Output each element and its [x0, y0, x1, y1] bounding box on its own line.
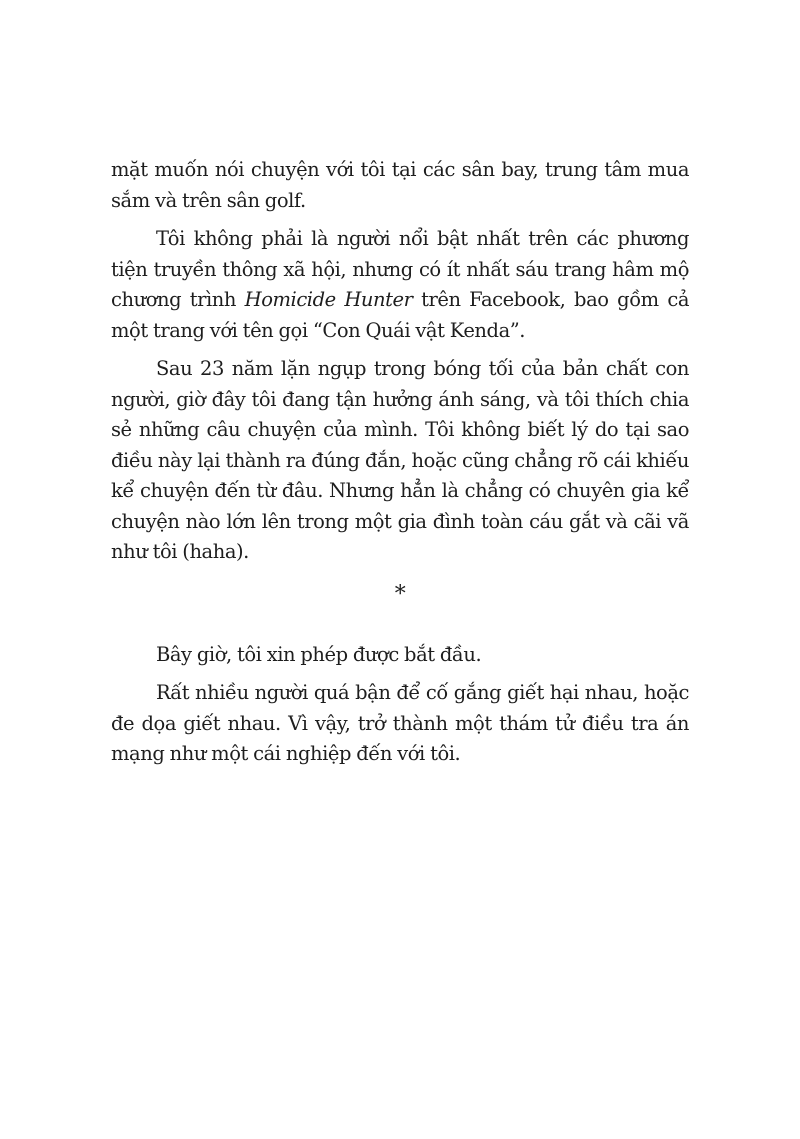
body-text [111, 155, 689, 778]
paragraph-continuation: mặt muốn nói chuyện với tôi tại các sân bay, trung tâm mua sắm và trên sân golf. [111, 158, 689, 212]
section-separator-asterisk: * [394, 581, 406, 607]
paragraph-homicide-detective: Rất nhiều người quá bận để cố gắng giết hại nhau, hoặc đe dọa giết nhau. Vì vậy, trở thành một thám tử điều tra án mạng như một cái nghiệp đến với tôi. [111, 681, 689, 765]
paragraph-text-after: trên Facebook, bao gồm cả một trang với tên gọi “Con Quái vật Kenda”. [111, 288, 689, 342]
show-title-italic: Homicide Hunter [244, 288, 413, 311]
paragraph-storytelling: Sau 23 năm lặn ngụp trong bóng tối của bản chất con người, giờ đây tôi đang tận hưởng ánh sáng, và tôi thích chia sẻ những câu chuyện của mình. Tôi không biết lý do tại sao điều này lại thành ra đúng đắn, hoặc cũng chẳng rõ cái khiếu kể chuyện đến từ đâu. Nhưng hẳn là chẳng có chuyên gia kể chuyện nào lớn lên trong một gia đình toàn cáu gắt và cãi vã như tôi (haha). [111, 357, 689, 563]
paragraph-begin: Bây giờ, tôi xin phép được bắt đầu. [156, 642, 482, 666]
paragraph-text-before: Tôi không phải là người nổi bật nhất trên các phương tiện truyền thông xã hội, nhưng có ít nhất sáu trang hâm mộ chương trình [111, 227, 689, 311]
paragraph-social-media [111, 224, 689, 346]
